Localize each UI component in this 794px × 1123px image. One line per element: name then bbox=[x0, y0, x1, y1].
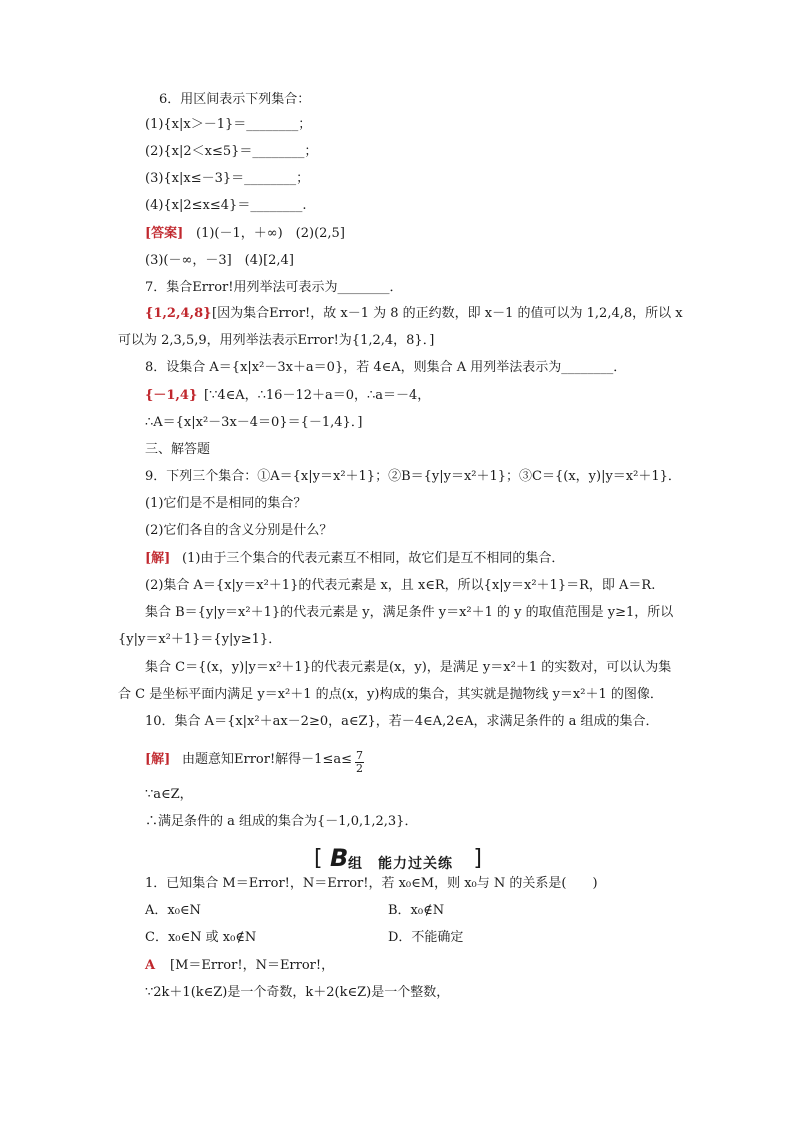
text-line: (1){x|x＞－1}＝________； bbox=[145, 117, 312, 132]
text-line: 6．用区间表示下列集合： bbox=[159, 92, 311, 107]
banner-title: 组 能力过关练 bbox=[348, 856, 453, 872]
text-line: ∵a∈Z， bbox=[145, 787, 193, 802]
text-line: 集合 B＝{y|y＝x²＋1}的代表元素是 y，满足条件 y＝x²＋1 的 y 的取值范围是 y≥1，所以 bbox=[145, 605, 674, 620]
text-line: ∵2k＋1(k∈Z)是一个奇数，k＋2(k∈Z)是一个整数， bbox=[145, 985, 450, 1000]
text-line: (1)(－1，＋∞) (2)(2,5] bbox=[196, 226, 345, 241]
text-line: (3)(－∞，－3] (4)[2,4] bbox=[145, 253, 294, 268]
text-line: 8．设集合 A＝{x|x²－3x＋a＝0}，若 4∈A，则集合 A 用列举法表示为________． bbox=[145, 360, 627, 375]
answer-marker: [答案] bbox=[145, 226, 184, 241]
text-line: (2){x|2＜x≤5}＝________； bbox=[145, 144, 318, 159]
text-line: 由题意知Error!解得－1≤a≤ bbox=[182, 752, 352, 767]
answer-marker: [解] bbox=[145, 752, 171, 767]
text-line: 9．下列三个集合：①A＝{x|y＝x²＋1}；②B＝{y|y＝x²＋1}；③C＝{(x，y)|y＝x²＋1}． bbox=[145, 469, 681, 484]
text-line: (3){x|x≤－3}＝________； bbox=[145, 171, 310, 186]
fraction-numerator: 7 bbox=[356, 749, 363, 762]
text-line: (1)它们是不是相同的集合？ bbox=[145, 496, 307, 511]
text-line: 1．已知集合 M＝Error!，N＝Error!，若 x₀∈M，则 x₀与 N 的关系是( ) bbox=[145, 876, 598, 891]
banner-group-letter: B bbox=[330, 844, 349, 872]
fraction-seven-halves bbox=[355, 750, 364, 775]
text-line: [因为集合Error!，故 x－1 为 8 的正约数，即 x－1 的值可以为 1,2,4,8，所以 x bbox=[212, 306, 683, 321]
text-line: 10．集合 A＝{x|x²＋ax－2≥0，a∈Z}，若－4∈A,2∈A，求满足条件的 a 组成的集合． bbox=[145, 714, 659, 729]
text-line: C．x₀∈N 或 x₀∉N bbox=[145, 930, 257, 945]
text-line: ∴A＝{x|x²－3x－4＝0}＝{－1,4}．] bbox=[145, 415, 363, 430]
banner-right-bracket: ] bbox=[473, 846, 482, 871]
text-line: (4){x|2≤x≤4}＝________. bbox=[145, 198, 307, 213]
text-line: [M＝Error!，N＝Error!， bbox=[170, 958, 335, 973]
text-line: 可以为 2,3,5,9，用列举法表示Error!为{1,2,4，8}．] bbox=[118, 333, 435, 348]
text-line: 三、解答题 bbox=[145, 442, 211, 457]
fraction-denominator: 2 bbox=[356, 762, 363, 775]
text-line: B．x₀∉N bbox=[388, 903, 445, 918]
text-line: ∴满足条件的 a 组成的集合为{－1,0,1,2,3}． bbox=[145, 814, 418, 829]
answer-marker: A bbox=[145, 958, 156, 973]
text-line: [∵4∈A，∴16－12＋a＝0，∴a＝－4， bbox=[204, 388, 431, 403]
text-line: D．不能确定 bbox=[388, 930, 464, 945]
text-line: 集合 C＝{(x，y)|y＝x²＋1}的代表元素是(x，y)，是满足 y＝x²＋1 的实数对，可以认为集 bbox=[145, 660, 672, 675]
answer-marker: {1,2,4,8} bbox=[145, 306, 212, 321]
answer-marker: [解] bbox=[145, 551, 171, 566]
banner-left-bracket: [ bbox=[314, 846, 323, 871]
text-line: (2)它们各自的含义分别是什么？ bbox=[145, 523, 333, 538]
text-line: A．x₀∈N bbox=[145, 903, 201, 918]
text-line: {y|y＝x²＋1}＝{y|y≥1}． bbox=[118, 632, 282, 647]
text-line: 7．集合Error!用列举法可表示为________． bbox=[145, 280, 403, 295]
text-line: (2)集合 A＝{x|y＝x²＋1}的代表元素是 x，且 x∈R，所以{x|y＝x²＋1}＝R，即 A＝R. bbox=[145, 578, 656, 593]
section-banner bbox=[314, 844, 482, 874]
answer-marker: {－1,4} bbox=[145, 388, 198, 403]
text-line: 合 C 是坐标平面内满足 y＝x²＋1 的点(x，y)构成的集合，其实就是抛物线 y＝x²＋1 的图像． bbox=[118, 687, 663, 702]
text-line: (1)由于三个集合的代表元素互不相同，故它们是互不相同的集合． bbox=[182, 551, 565, 566]
